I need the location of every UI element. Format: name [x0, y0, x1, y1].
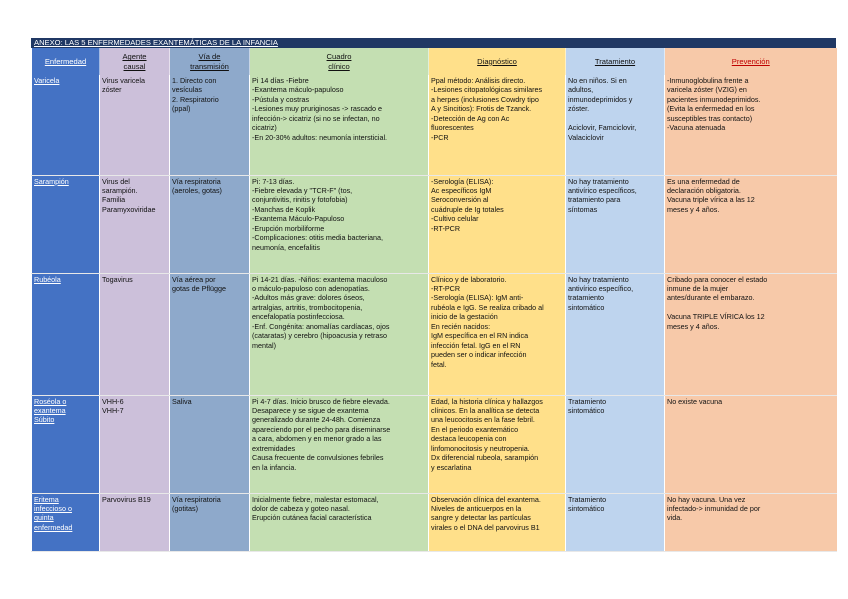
diagnostico-line: una leucocitosis en la fase febril.	[431, 415, 535, 425]
prevencion-line: Cribado para conocer el estado	[667, 274, 768, 284]
agente-line: Virus varicela	[102, 76, 146, 85]
table-row	[32, 493, 837, 551]
header-diagnostico: Diagnóstico	[429, 48, 566, 75]
enfermedad-line: quinta	[34, 513, 54, 523]
cuadro-line: -Fiebre elevada y "TCR-F" (tos,	[252, 185, 353, 195]
header-prevencion: Prevención	[665, 48, 837, 75]
cell-cuadro	[250, 493, 429, 551]
agente-line: Virus del	[102, 176, 130, 186]
cell-via	[170, 493, 250, 551]
prevencion-line	[667, 303, 835, 312]
prevencion-line: Es una enfermedad de	[667, 176, 740, 186]
diagnostico-line: fluorescentes	[431, 123, 474, 133]
cell-prevencion	[665, 493, 837, 551]
cuadro-line: Inicialmente fiebre, malestar estomacal,	[252, 494, 379, 504]
diagnostico-line: -Lesiones citopatológicas similares	[431, 85, 543, 95]
tratamiento-line: No hay tratamiento	[568, 274, 629, 284]
tratamiento-line: síntomas	[568, 204, 598, 214]
cuadro-line: -Exantema máculo-papuloso	[252, 85, 344, 95]
diagnostico-line: -Serología (ELISA):	[431, 176, 494, 186]
via-line: Vía aérea por	[172, 274, 216, 284]
table-row	[32, 395, 837, 493]
diagnostico-line: virales o el DNA del parvovirus B1	[431, 522, 540, 532]
via-line: Vía respiratoria	[172, 176, 221, 186]
diagnostico-line: fetal.	[431, 359, 447, 369]
diagnostico-line: Edad, la historia clínica y hallazgos	[431, 396, 543, 406]
cuadro-line: -Erupción morbiliforme	[252, 223, 325, 233]
cuadro-line: extremidades	[252, 443, 296, 453]
diagnostico-line: inicio de la gestación	[431, 312, 498, 322]
diagnostico-line: pueden ser o indicar infección	[431, 350, 527, 360]
cell-enfermedad[interactable]	[32, 273, 100, 395]
header-enfermedad: Enfermedad	[32, 48, 100, 75]
agente-line: Parvovirus B19	[102, 494, 151, 504]
cuadro-line: Erupción cutánea facial característica	[252, 513, 372, 523]
prevencion-line: -Inmunoglobulina frente a	[667, 76, 749, 85]
cuadro-line: -Enf. Congénita: anomalías cardíacas, ojos	[252, 321, 390, 331]
diagnostico-line: Ac específicos IgM	[431, 185, 492, 195]
agente-line: sarampión.	[102, 185, 138, 195]
tratamiento-line: sintomático	[568, 503, 605, 513]
cell-agente	[100, 175, 170, 273]
tratamiento-line: antivírico específicos,	[568, 185, 637, 195]
prevencion-line: meses y 4 años.	[667, 204, 720, 214]
diagnostico-line: destaca leucopenia con	[431, 434, 507, 444]
table-row	[32, 75, 837, 175]
cuadro-line: generalizado durante 24-48h. Comienza	[252, 415, 381, 425]
diagnostico-line: -PCR	[431, 132, 449, 142]
diagnostico-line: rubéola e IgG. Se realiza cribado al	[431, 302, 544, 312]
cuadro-line: apareciendo por el pecho para diseminarse	[252, 424, 391, 434]
prevencion-line: varicela zóster (VZIG) en	[667, 85, 747, 95]
prevencion-line: declaración obligatoria.	[667, 185, 741, 195]
cell-cuadro	[250, 75, 429, 175]
prevencion-line: (Evita la enfermedad en los	[667, 104, 755, 114]
prevencion-line: Vacuna TRIPLE VÍRICA los 12	[667, 312, 765, 322]
diagnostico-line: IgM específica en el RN indica	[431, 331, 529, 341]
via-line: Saliva	[172, 396, 192, 406]
enfermedad-line: Sarampión	[34, 176, 69, 186]
agente-line: VHH-7	[102, 405, 124, 415]
tratamiento-line: Tratamiento	[568, 396, 607, 406]
prevencion-line: No hay vacuna. Una vez	[667, 494, 746, 504]
cell-tratamiento	[566, 175, 665, 273]
cuadro-line: -Lesiones muy pruriginosas -> rascado e	[252, 104, 383, 114]
cuadro-line: -Manchas de Koplik	[252, 204, 316, 214]
agente-line: Familia	[102, 195, 126, 205]
via-line: 1. Directo con	[172, 76, 217, 85]
diagnostico-line: cuádruple de Ig totales	[431, 204, 504, 214]
cuadro-line: neumonía, encefalitis	[252, 242, 320, 252]
via-line: vesículas	[172, 85, 202, 95]
cell-tratamiento	[566, 75, 665, 175]
agente-line: zóster	[102, 85, 122, 95]
enfermedad-line: Súbito	[34, 415, 55, 425]
via-line: (gotitas)	[172, 503, 198, 513]
header-tratamiento: Tratamiento	[566, 48, 665, 75]
tratamiento-line: antivírico específico,	[568, 283, 634, 293]
diagnostico-line: Niveles de anticuerpos en la	[431, 503, 522, 513]
prevencion-line: -Vacuna atenuada	[667, 123, 726, 133]
cuadro-line: Pi: 7-13 días.	[252, 176, 295, 186]
tratamiento-line: Valaciclovir	[568, 132, 604, 142]
cell-cuadro	[250, 175, 429, 273]
via-line: Vía respiratoria	[172, 494, 221, 504]
cell-agente	[100, 493, 170, 551]
enfermedad-line: infeccioso o	[34, 503, 72, 513]
via-line: (aeroles, gotas)	[172, 185, 222, 195]
diagnostico-line: Ppal método: Análisis directo.	[431, 76, 526, 85]
cell-tratamiento	[566, 493, 665, 551]
prevencion-line: No existe vacuna	[667, 396, 723, 406]
prevencion-line: pacientes inmunodeprimidos.	[667, 94, 761, 104]
cell-prevencion	[665, 395, 837, 493]
diagnostico-line: -Detección de Ag con Ac	[431, 113, 510, 123]
diagnostico-line: y escarlatina	[431, 462, 472, 472]
cell-diagnostico	[429, 493, 566, 551]
cell-via	[170, 175, 250, 273]
cuadro-line: o máculo-papuloso con adenopatías.	[252, 283, 370, 293]
via-line: gotas de Pflügge	[172, 283, 226, 293]
cell-agente	[100, 395, 170, 493]
header-row	[32, 48, 837, 75]
cell-via	[170, 75, 250, 175]
prevencion-line: Vacuna triple vírica a las 12	[667, 195, 755, 205]
cell-prevencion	[665, 273, 837, 395]
diagnostico-line: linfomonocitosis y neutropenia.	[431, 443, 530, 453]
agente-line: Paramyxoviridae	[102, 204, 156, 214]
prevencion-line: vida.	[667, 513, 683, 523]
diagnostico-line: -RT-PCR	[431, 223, 461, 233]
cuadro-line: dolor de cabeza y goteo nasal.	[252, 503, 350, 513]
cuadro-line: -Pústula y costras	[252, 94, 310, 104]
cell-diagnostico	[429, 175, 566, 273]
diagnostico-line: a herpes (inclusiones Cowdry tipo	[431, 94, 539, 104]
prevencion-line: antes/durante el embarazo.	[667, 293, 755, 303]
enfermedad-line: exantema	[34, 405, 66, 415]
diagnostico-line: sangre y detectar las partículas	[431, 513, 531, 523]
cell-diagnostico	[429, 75, 566, 175]
cuadro-line: -Adultos más grave: dolores óseos,	[252, 293, 365, 303]
tratamiento-line: Aciclovir, Famciclovir,	[568, 123, 637, 133]
diseases-table	[31, 48, 837, 552]
cell-tratamiento	[566, 273, 665, 395]
cuadro-line: encefalopatía postinfecciosa.	[252, 312, 345, 322]
cuadro-line: Pi 4-7 días. Inicio brusco de fiebre elevada.	[252, 396, 390, 406]
cell-enfermedad[interactable]	[32, 75, 100, 175]
cell-cuadro	[250, 273, 429, 395]
cell-prevencion	[665, 175, 837, 273]
via-line: 2. Respiratorio	[172, 94, 219, 104]
cuadro-line: -Exantema Máculo-Papuloso	[252, 214, 345, 224]
diagnostico-line: En recién nacidos:	[431, 321, 491, 331]
diagnostico-line: Clínico y de laboratorio.	[431, 274, 507, 284]
cell-agente	[100, 273, 170, 395]
tratamiento-line: Tratamiento	[568, 494, 607, 504]
enfermedad-line: enfermedad	[34, 522, 73, 532]
via-line: (ppal)	[172, 104, 191, 114]
cell-tratamiento	[566, 395, 665, 493]
cell-via	[170, 273, 250, 395]
diagnostico-line: A y Sincitios): Frotis de Tzanck.	[431, 104, 532, 114]
diagnostico-line: -Cultivo celular	[431, 214, 479, 224]
tratamiento-line: No en niños. Si en	[568, 76, 627, 85]
cell-prevencion	[665, 75, 837, 175]
agente-line: Togavirus	[102, 274, 133, 284]
header-agente: Agente causal	[100, 48, 170, 75]
tratamiento-line: inmunodeprimidos y	[568, 94, 633, 104]
cuadro-line: cicatriz)	[252, 123, 277, 133]
diagnostico-line: En el periodo exantemático	[431, 424, 519, 434]
header-via: Vía de transmisión	[170, 48, 250, 75]
diagnostico-line: Dx diferencial rubeola, sarampión	[431, 453, 539, 463]
sheet-title: ANEXO: LAS 5 ENFERMEDADES EXANTEMÁTICAS DE LA INFANCIA	[31, 38, 836, 48]
enfermedad-line: Varicela	[34, 76, 60, 85]
tratamiento-line: adultos,	[568, 85, 594, 95]
tratamiento-line	[568, 114, 662, 123]
exanthematic-diseases-sheet	[31, 38, 836, 552]
cuadro-line: en la infancia.	[252, 462, 297, 472]
cuadro-line: Desaparece y se sigue de exantema	[252, 405, 369, 415]
cuadro-line: infección-> cicatriz (si no se infectan, no	[252, 113, 380, 123]
cuadro-line: Pi 14-21 días. -Niños: exantema maculoso	[252, 274, 388, 284]
enfermedad-line: Rubéola	[34, 274, 61, 284]
cuadro-line: Causa frecuente de convulsiones febriles	[252, 453, 384, 463]
cuadro-line: (cataratas) y cerebro (hipoacusia y retraso	[252, 331, 388, 341]
tratamiento-line: sintomático	[568, 405, 605, 415]
tratamiento-line: zóster.	[568, 104, 590, 114]
agente-line: VHH-6	[102, 396, 124, 406]
cuadro-line: mental)	[252, 340, 276, 350]
diagnostico-line: infección fetal. IgG en el RN	[431, 340, 521, 350]
table-row	[32, 175, 837, 273]
cell-enfermedad[interactable]	[32, 175, 100, 273]
cuadro-line: conjuntivitis, rinitis y fotofobia)	[252, 195, 348, 205]
diagnostico-line: clínicos. En la analítica se detecta	[431, 405, 540, 415]
cuadro-line: -En 20-30% adultos: neumonía intersticial.	[252, 132, 388, 142]
cell-cuadro	[250, 395, 429, 493]
diagnostico-line: -Serología (ELISA): IgM anti-	[431, 293, 524, 303]
cell-enfermedad[interactable]	[32, 493, 100, 551]
header-cuadro: Cuadro clínico	[250, 48, 429, 75]
prevencion-line: inmune de la mujer	[667, 283, 729, 293]
table-row	[32, 273, 837, 395]
prevencion-line: infectado-> inmunidad de por	[667, 503, 761, 513]
cell-diagnostico	[429, 273, 566, 395]
cell-agente	[100, 75, 170, 175]
tratamiento-line: tratamiento	[568, 293, 604, 303]
cell-diagnostico	[429, 395, 566, 493]
cuadro-line: a cara, abdomen y en menor grado a las	[252, 434, 382, 444]
diagnostico-line: -RT-PCR	[431, 283, 461, 293]
diagnostico-line: Seroconversión al	[431, 195, 489, 205]
enfermedad-line: Roséola o	[34, 396, 67, 406]
diagnostico-line: Observación clínica del exantema.	[431, 494, 541, 504]
tratamiento-line: sintomático	[568, 302, 605, 312]
tratamiento-line: tratamiento para	[568, 195, 621, 205]
prevencion-line: meses y 4 años.	[667, 321, 720, 331]
prevencion-line: susceptibles tras contacto)	[667, 113, 753, 123]
tratamiento-line: No hay tratamiento	[568, 176, 629, 186]
cuadro-line: artralgias, artritis, trombocitopenia,	[252, 302, 363, 312]
cell-enfermedad[interactable]	[32, 395, 100, 493]
cell-via	[170, 395, 250, 493]
cuadro-line: -Complicaciones: otitis media bacteriana,	[252, 233, 384, 243]
enfermedad-line: Eritema	[34, 494, 59, 504]
cuadro-line: Pi 14 días -Fiebre	[252, 76, 309, 85]
